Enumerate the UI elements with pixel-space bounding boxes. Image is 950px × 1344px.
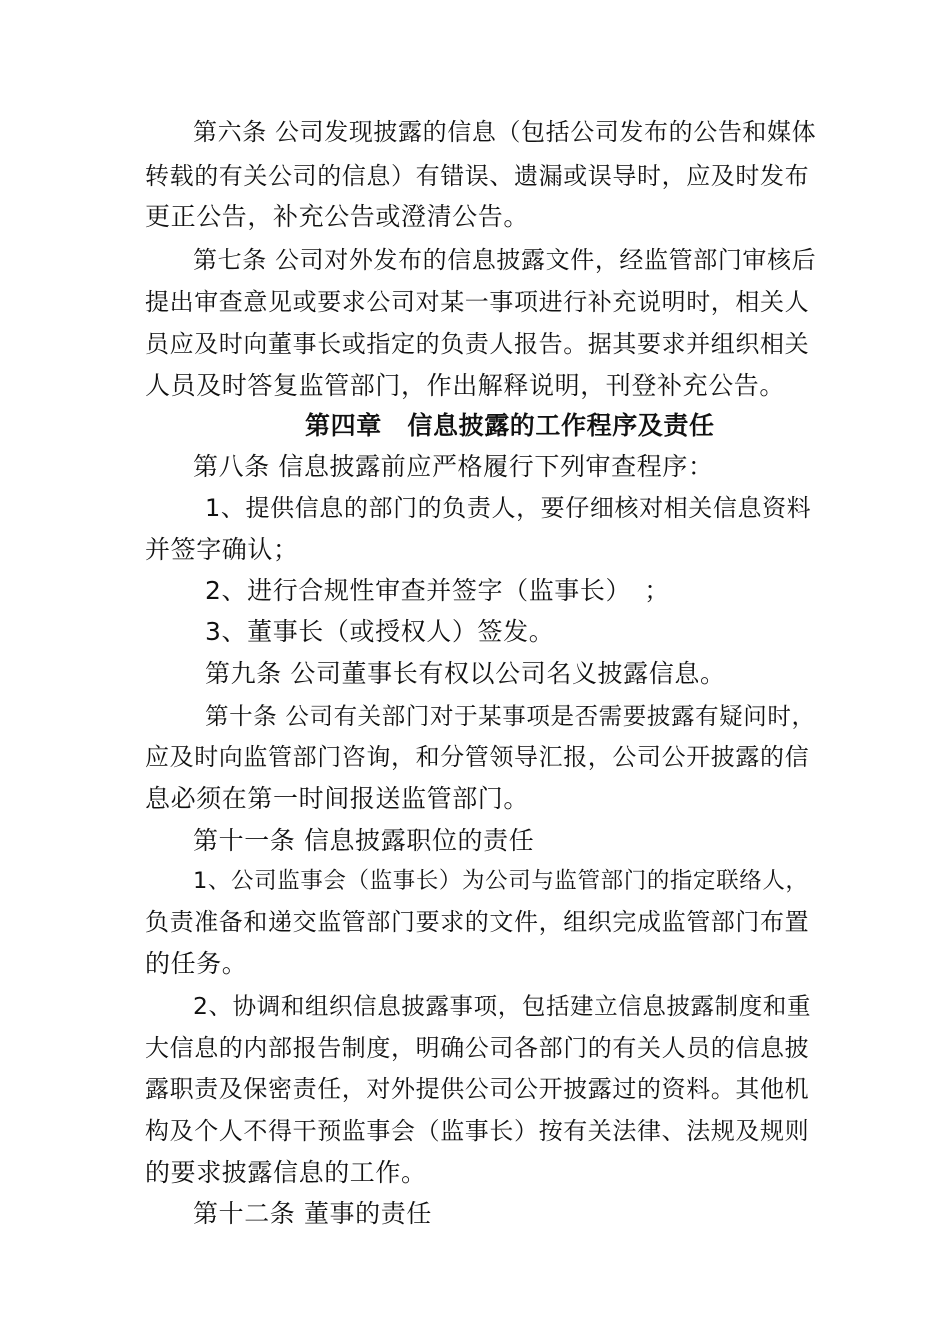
article11-item2-line2: 大信息的内部报告制度，明确公司各部门的有关人员的信息披 [145,1034,810,1062]
article8-item1-line2: 并签字确认； [145,535,299,564]
article7-line1: 第七条 公司对外发布的信息披露文件，经监管部门审核后 [193,246,817,274]
article8-line1: 第八条 信息披露前应严格履行下列审查程序： [193,452,714,481]
article10-line1: 第十条 公司有关部门对于某事项是否需要披露有疑问时， [205,702,816,730]
article10-line2: 应及时向监管部门咨询，和分管领导汇报，公司公开披露的信 [145,743,810,771]
article11-item1-line1: 1、公司监事会（监事长）为公司与监管部门的指定联络人， [193,868,809,894]
article11-item1-line3: 的任务。 [145,949,248,978]
article7-line3: 员应及时向董事长或指定的负责人报告。据其要求并组织相关 [145,330,810,358]
article12-line1: 第十二条 董事的责任 [193,1199,432,1228]
article7-line4: 人员及时答复监管部门，作出解释说明，刊登补充公告。 [145,371,786,400]
article6-line1: 第六条 公司发现披露的信息（包括公司发布的公告和媒体 [193,118,817,146]
article11-line1: 第十一条 信息披露职位的责任 [193,826,535,855]
article8-item1-line1: 1、提供信息的部门的负责人，要仔细核对相关信息资料 [205,494,812,522]
article8-item3: 3、董事长（或授权人）签发。 [205,617,555,646]
article8-item2: 2、进行合规性审查并签字（监事长） ； [205,576,670,605]
article10-line3: 息必须在第一时间报送监管部门。 [145,784,530,813]
article7-line2: 提出审查意见或要求公司对某一事项进行补充说明时，相关人 [145,288,810,316]
chapter-heading: 第四章 信息披露的工作程序及责任 [305,411,715,440]
article11-item2-line4: 构及个人不得干预监事会（监事长）按有关法律、法规及规则 [145,1117,810,1145]
article11-item2-line3: 露职责及保密责任，对外提供公司公开披露过的资料。其他机 [145,1075,810,1103]
article11-item2-line5: 的要求披露信息的工作。 [145,1158,427,1187]
article9-line1: 第九条 公司董事长有权以公司名义披露信息。 [205,659,726,688]
article11-item1-line2: 负责准备和递交监管部门要求的文件，组织完成监管部门布置 [145,908,810,936]
article6-line3: 更正公告，补充公告或澄清公告。 [145,202,530,231]
article6-line2: 转载的有关公司的信息）有错误、遗漏或误导时，应及时发布 [145,162,810,190]
article11-item2-line1: 2、协调和组织信息披露事项，包括建立信息披露制度和重 [193,992,812,1020]
